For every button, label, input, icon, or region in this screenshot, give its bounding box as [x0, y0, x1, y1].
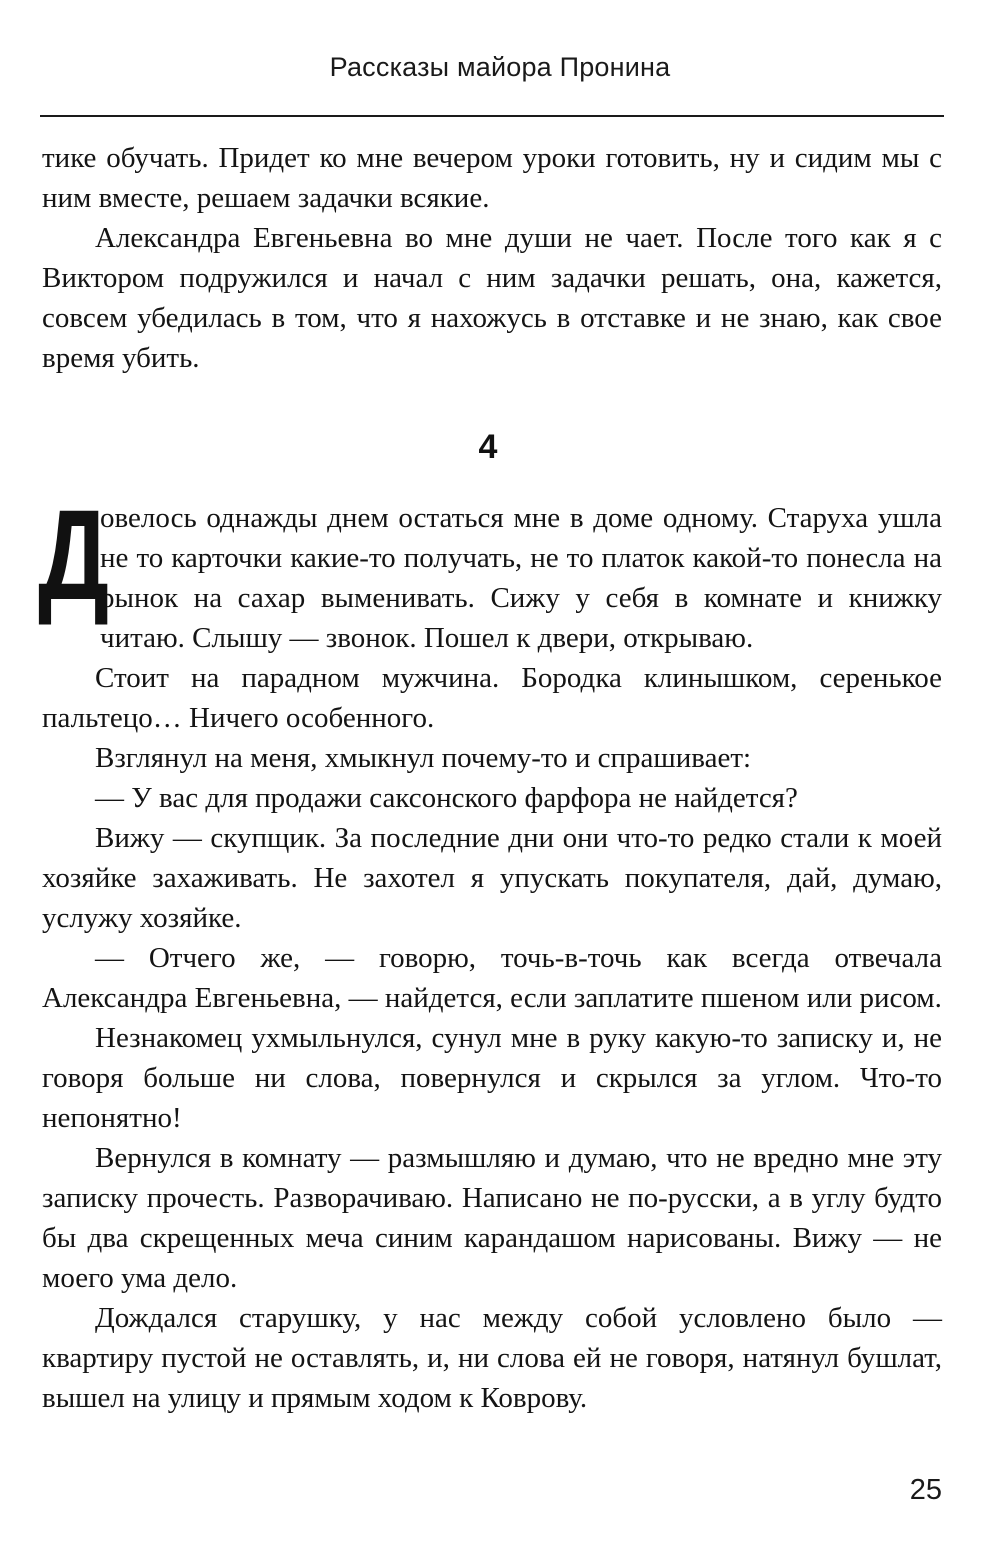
paragraph: Незнакомец ухмыльнулся, сунул мне в руку какую-то записку и, не говоря больше ни слова, повернулся и скрылся за углом. Что-то непонятно!	[42, 1022, 942, 1134]
paragraph: — У вас для продажи саксонского фарфора не найдется?	[95, 782, 798, 814]
chapter-number: 4	[478, 428, 498, 466]
paragraph: Стоит на парадном мужчина. Бородка клинышком, серенькое пальтецо… Ничего особенного.	[42, 662, 942, 734]
header-rule	[40, 115, 944, 117]
paragraph: — Отчего же, — говорю, точь-в-точь как всегда отвечала Александра Евгеньевна, — найдется, если заплатите пшеном или рисом.	[42, 942, 942, 1014]
drop-cap: Д	[38, 484, 110, 627]
first-paragraph-text: овелось однажды днем остаться мне в доме одному. Старуха ушла не то карточки какие-то получать, не то платок какой-то понесла на рынок на сахар выменивать. Сижу у себя в комнате и книжку читаю. Слышу — звонок. Пошел к двери, открываю.	[100, 502, 942, 654]
running-title: Рассказы майора Пронина	[329, 52, 671, 82]
paragraph: Взглянул на меня, хмыкнул почему-то и спрашивает:	[95, 742, 752, 774]
paragraph: Вернулся в комнату — размышляю и думаю, что не вредно мне эту записку прочесть. Разворачиваю. Написано не по-русски, а в углу будто бы два скрещенных меча синим карандашом нарисованы. Вижу — не моего ума дело.	[42, 1142, 942, 1294]
first-paragraph	[38, 484, 942, 658]
paragraph: Дождался старушку, у нас между собой условлено было — квартиру пустой не оставлять, и, ни слова ей не говоря, натянул бушлат, вышел на улицу и прямым ходом к Коврову.	[42, 1302, 942, 1414]
paragraph: тике обучать. Придет ко мне вечером уроки готовить, ну и сидим мы с ним вместе, решаем задачки всякие.	[42, 142, 942, 214]
paragraph: Вижу — скупщик. За последние дни они что-то редко стали к моей хозяйке захаживать. Не захотел я упускать покупателя, дай, думаю, услужу хозяйке.	[42, 822, 942, 934]
opening-text	[42, 138, 942, 378]
paragraph: Александра Евгеньевна во мне души не чает. После того как я с Виктором подружился и начал с ним задачки решать, она, кажется, совсем убедилась в том, что я нахожусь в отставке и не знаю, как свое время убить.	[42, 222, 942, 374]
chapter-text	[38, 484, 942, 1418]
page-number: 25	[909, 1474, 942, 1506]
